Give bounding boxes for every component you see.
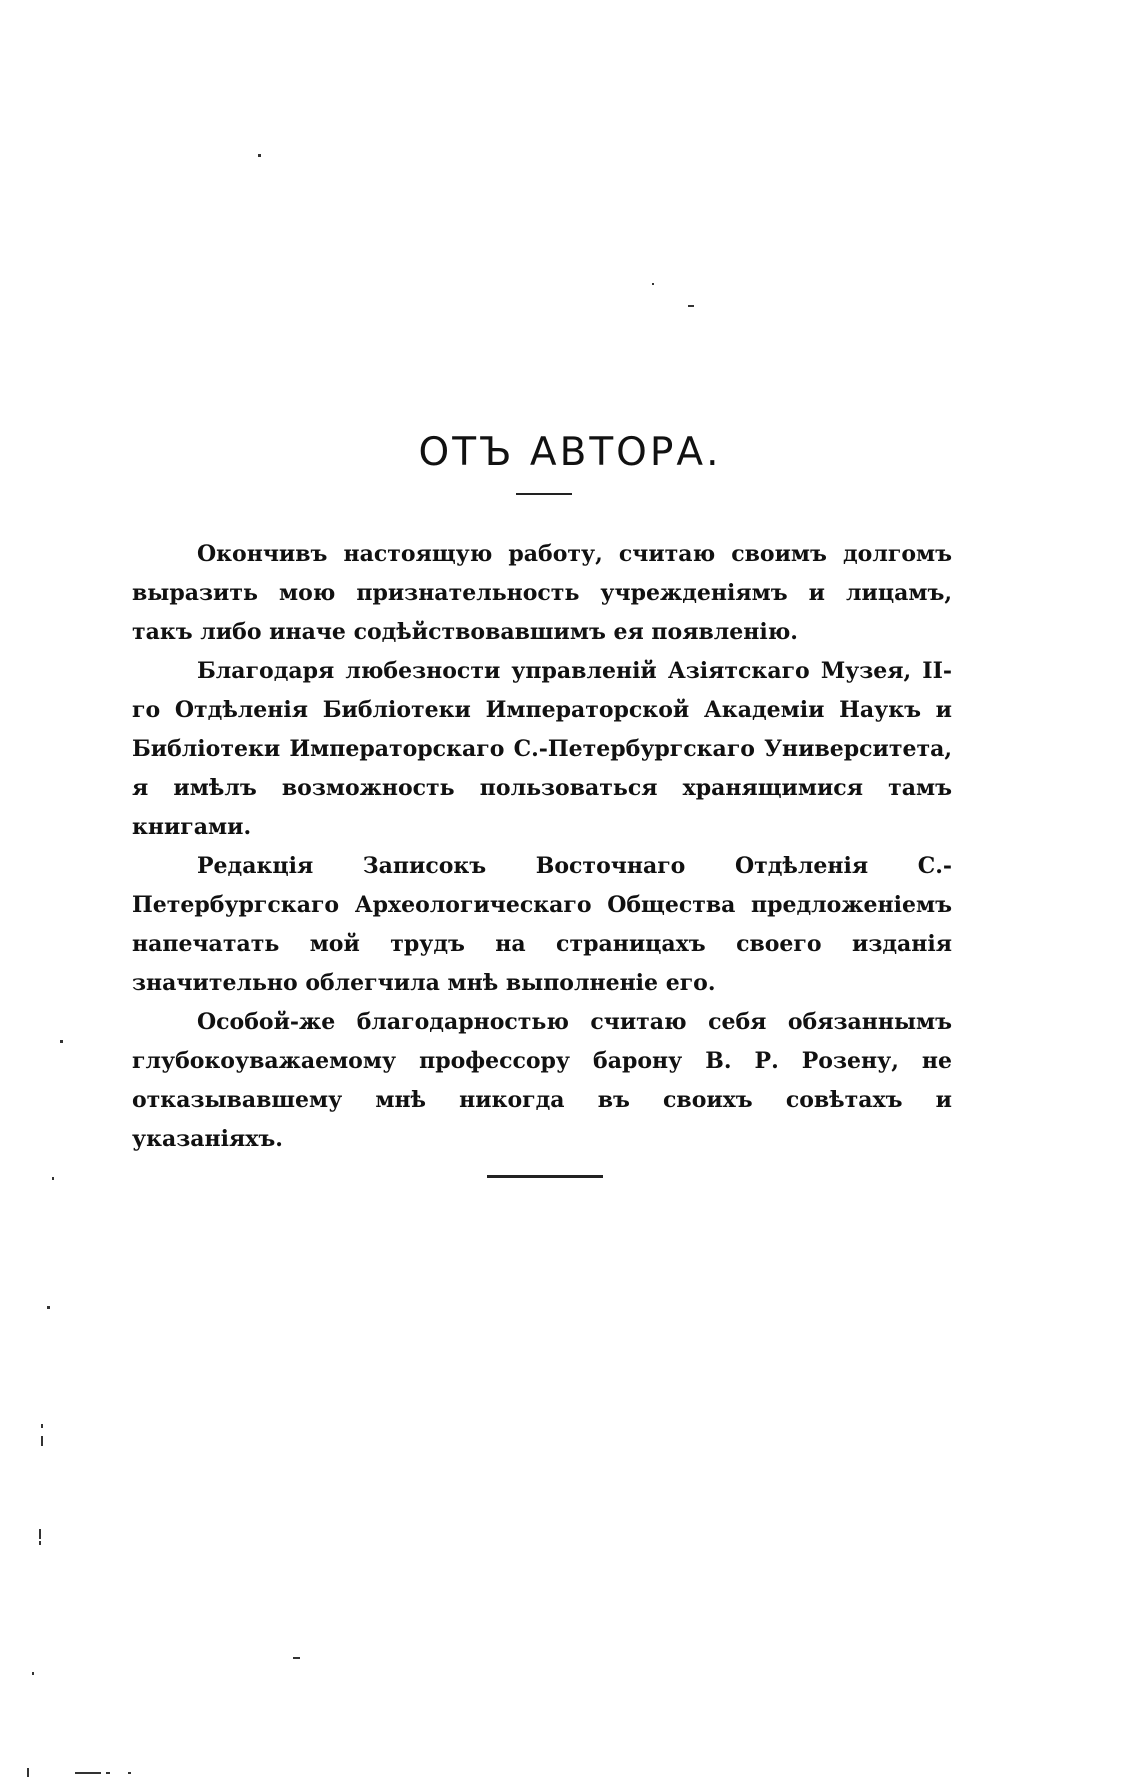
- scan-speck: [32, 1672, 34, 1675]
- scan-speck: [106, 1772, 110, 1774]
- scan-speck: [75, 1772, 101, 1774]
- preface-body: [132, 535, 952, 1159]
- scan-speck: [128, 1772, 131, 1774]
- end-rule: [487, 1175, 603, 1178]
- scan-speck: [41, 1436, 43, 1446]
- paragraph: Окончивъ настоящую работу, считаю своимъ долгомъ выразить мою признательность учрежденіямъ и лицамъ, такъ либо иначе содѣйствовавшимъ ея появленію.: [132, 541, 952, 645]
- scan-speck: [52, 1177, 54, 1180]
- paragraph: Редакція Записокъ Восточнаго Отдѣленія С.-Петербургскаго Археологическаго Общества предложеніемъ напечатать мой трудъ на страницахъ своего изданія значительно облегчила мнѣ выполненіе его.: [132, 853, 952, 996]
- scan-speck: [60, 1040, 63, 1043]
- scan-speck: [688, 305, 694, 307]
- scan-speck: [652, 283, 654, 285]
- scan-speck: [293, 1657, 300, 1659]
- scan-speck: [41, 1424, 43, 1428]
- page-title: ОТЪ АВТОРА.: [418, 430, 722, 476]
- scan-speck: [258, 154, 261, 157]
- paragraph: Особой-же благодарностью считаю себя обязаннымъ глубокоуважаемому профессору барону В. Р. Розену, не отказывавшему мнѣ никогда въ своихъ совѣтахъ и указаніяхъ.: [132, 1009, 952, 1152]
- paragraph: Благодаря любезности управленій Азіятскаго Музея, II-го Отдѣленія Библіотеки Императорской Академіи Наукъ и Библіотеки Императорскаго С.-Петербургскаго Университета, я имѣлъ возможность пользоваться хранящимися тамъ книгами.: [132, 658, 952, 840]
- scan-speck: [39, 1529, 41, 1539]
- scan-speck: [47, 1306, 50, 1309]
- scan-speck: [39, 1541, 41, 1545]
- title-rule: [516, 493, 572, 495]
- scan-speck: [27, 1768, 29, 1777]
